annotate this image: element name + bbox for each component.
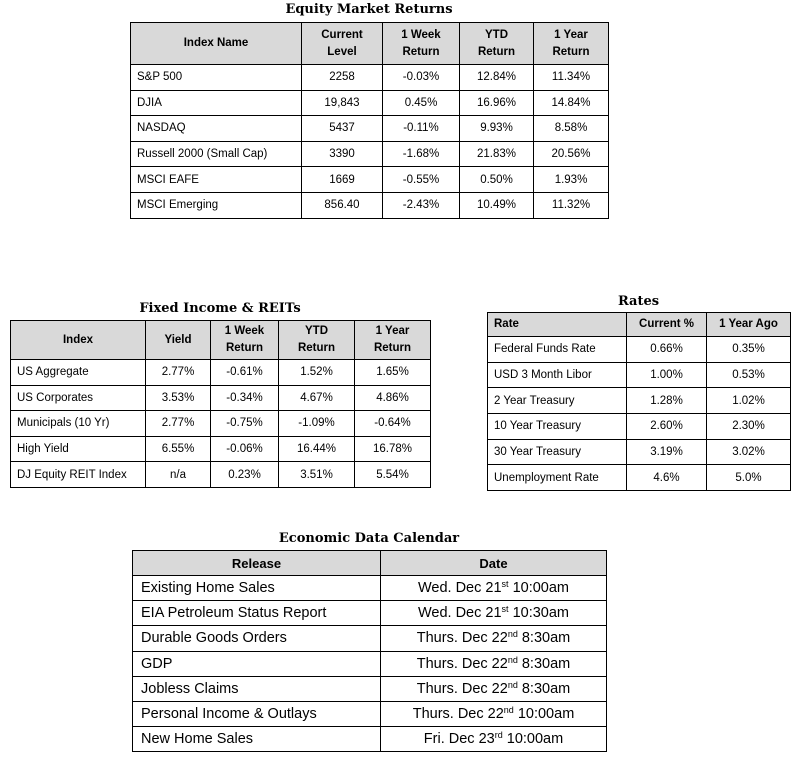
value-cell: 3.51% xyxy=(279,462,355,488)
value-cell: 16.96% xyxy=(460,90,534,116)
release-cell: Existing Home Sales xyxy=(133,576,381,601)
calendar-col-header: Release xyxy=(133,551,381,576)
equity-row xyxy=(131,65,609,91)
value-cell: -2.43% xyxy=(383,192,460,218)
fixed-income-table xyxy=(10,320,431,488)
calendar-row xyxy=(133,651,607,676)
value-cell: -0.06% xyxy=(211,436,279,462)
rates-row xyxy=(488,439,791,465)
rates-row xyxy=(488,465,791,491)
release-cell: GDP xyxy=(133,651,381,676)
equity-col-header: Current Level xyxy=(302,23,383,65)
fixed-income-col-header: Index xyxy=(11,321,146,360)
value-cell: 14.84% xyxy=(534,90,609,116)
value-cell: -0.11% xyxy=(383,116,460,142)
calendar-row xyxy=(133,701,607,726)
rate-name-cell: 2 Year Treasury xyxy=(488,388,627,414)
value-cell: 1.65% xyxy=(355,360,431,386)
release-cell: Personal Income & Outlays xyxy=(133,701,381,726)
release-cell: Durable Goods Orders xyxy=(133,626,381,651)
value-cell: 3.19% xyxy=(627,439,707,465)
rates-row xyxy=(488,362,791,388)
index-name-cell: DJIA xyxy=(131,90,302,116)
rates-col-header: 1 Year Ago xyxy=(707,313,791,337)
rates-table xyxy=(487,312,791,491)
value-cell: 20.56% xyxy=(534,141,609,167)
calendar-row xyxy=(133,601,607,626)
rates-row xyxy=(488,414,791,440)
date-cell: Thurs. Dec 22nd 8:30am xyxy=(381,676,607,701)
value-cell: 3.53% xyxy=(146,385,211,411)
equity-table xyxy=(130,22,609,219)
index-name-cell: MSCI Emerging xyxy=(131,192,302,218)
calendar-table xyxy=(132,550,607,752)
value-cell: 0.23% xyxy=(211,462,279,488)
value-cell: 6.55% xyxy=(146,436,211,462)
calendar-title: Economic Data Calendar xyxy=(278,531,460,546)
index-name-cell: MSCI EAFE xyxy=(131,167,302,193)
value-cell: 1.93% xyxy=(534,167,609,193)
equity-col-header: Index Name xyxy=(131,23,302,65)
value-cell: 2.77% xyxy=(146,360,211,386)
rate-name-cell: 30 Year Treasury xyxy=(488,439,627,465)
rates-col-header: Rate xyxy=(488,313,627,337)
fixed-income-col-header: YTD Return xyxy=(279,321,355,360)
value-cell: 11.34% xyxy=(534,65,609,91)
index-name-cell: NASDAQ xyxy=(131,116,302,142)
index-name-cell: DJ Equity REIT Index xyxy=(11,462,146,488)
calendar-row xyxy=(133,676,607,701)
fixed-income-row xyxy=(11,462,431,488)
value-cell: -0.75% xyxy=(211,411,279,437)
index-name-cell: Municipals (10 Yr) xyxy=(11,411,146,437)
index-name-cell: Russell 2000 (Small Cap) xyxy=(131,141,302,167)
calendar-row xyxy=(133,626,607,651)
equity-row xyxy=(131,116,609,142)
rates-col-header: Current % xyxy=(627,313,707,337)
value-cell: 4.6% xyxy=(627,465,707,491)
calendar-row xyxy=(133,727,607,752)
value-cell: 2.77% xyxy=(146,411,211,437)
fixed-income-title: Fixed Income & REITs xyxy=(139,301,301,316)
rates-row xyxy=(488,388,791,414)
value-cell: -0.64% xyxy=(355,411,431,437)
value-cell: 0.45% xyxy=(383,90,460,116)
value-cell: 21.83% xyxy=(460,141,534,167)
value-cell: -0.55% xyxy=(383,167,460,193)
value-cell: 5.0% xyxy=(707,465,791,491)
value-cell: 0.53% xyxy=(707,362,791,388)
date-cell: Thurs. Dec 22nd 8:30am xyxy=(381,626,607,651)
value-cell: -0.34% xyxy=(211,385,279,411)
calendar-row xyxy=(133,576,607,601)
fixed-income-row xyxy=(11,385,431,411)
fixed-income-row xyxy=(11,436,431,462)
value-cell: 0.66% xyxy=(627,337,707,363)
value-cell: 3390 xyxy=(302,141,383,167)
release-cell: Jobless Claims xyxy=(133,676,381,701)
date-cell: Thurs. Dec 22nd 10:00am xyxy=(381,701,607,726)
value-cell: 1.02% xyxy=(707,388,791,414)
release-cell: EIA Petroleum Status Report xyxy=(133,601,381,626)
value-cell: 4.67% xyxy=(279,385,355,411)
value-cell: 19,843 xyxy=(302,90,383,116)
value-cell: 8.58% xyxy=(534,116,609,142)
value-cell: 5437 xyxy=(302,116,383,142)
rates-row xyxy=(488,337,791,363)
value-cell: 9.93% xyxy=(460,116,534,142)
release-cell: New Home Sales xyxy=(133,727,381,752)
value-cell: n/a xyxy=(146,462,211,488)
equity-row xyxy=(131,141,609,167)
value-cell: 1.28% xyxy=(627,388,707,414)
rate-name-cell: USD 3 Month Libor xyxy=(488,362,627,388)
value-cell: 2.30% xyxy=(707,414,791,440)
value-cell: -0.61% xyxy=(211,360,279,386)
value-cell: 1669 xyxy=(302,167,383,193)
equity-col-header: 1 Year Return xyxy=(534,23,609,65)
value-cell: 2258 xyxy=(302,65,383,91)
value-cell: 856.40 xyxy=(302,192,383,218)
rate-name-cell: Unemployment Rate xyxy=(488,465,627,491)
value-cell: 16.78% xyxy=(355,436,431,462)
value-cell: 5.54% xyxy=(355,462,431,488)
value-cell: -1.68% xyxy=(383,141,460,167)
value-cell: 1.52% xyxy=(279,360,355,386)
value-cell: 10.49% xyxy=(460,192,534,218)
index-name-cell: US Aggregate xyxy=(11,360,146,386)
fixed-income-col-header: Yield xyxy=(146,321,211,360)
value-cell: 0.50% xyxy=(460,167,534,193)
value-cell: 3.02% xyxy=(707,439,791,465)
value-cell: 12.84% xyxy=(460,65,534,91)
value-cell: 2.60% xyxy=(627,414,707,440)
date-cell: Thurs. Dec 22nd 8:30am xyxy=(381,651,607,676)
equity-row xyxy=(131,167,609,193)
calendar-col-header: Date xyxy=(381,551,607,576)
date-cell: Fri. Dec 23rd 10:00am xyxy=(381,727,607,752)
fixed-income-row xyxy=(11,360,431,386)
index-name-cell: S&P 500 xyxy=(131,65,302,91)
equity-row xyxy=(131,192,609,218)
index-name-cell: US Corporates xyxy=(11,385,146,411)
date-cell: Wed. Dec 21st 10:00am xyxy=(381,576,607,601)
fixed-income-col-header: 1 Year Return xyxy=(355,321,431,360)
equity-title: Equity Market Returns xyxy=(285,2,453,17)
date-cell: Wed. Dec 21st 10:30am xyxy=(381,601,607,626)
value-cell: -1.09% xyxy=(279,411,355,437)
rate-name-cell: 10 Year Treasury xyxy=(488,414,627,440)
value-cell: 1.00% xyxy=(627,362,707,388)
rates-title: Rates xyxy=(617,294,660,309)
equity-col-header: 1 Week Return xyxy=(383,23,460,65)
equity-row xyxy=(131,90,609,116)
index-name-cell: High Yield xyxy=(11,436,146,462)
value-cell: 16.44% xyxy=(279,436,355,462)
value-cell: 4.86% xyxy=(355,385,431,411)
value-cell: -0.03% xyxy=(383,65,460,91)
fixed-income-row xyxy=(11,411,431,437)
equity-col-header: YTD Return xyxy=(460,23,534,65)
value-cell: 11.32% xyxy=(534,192,609,218)
fixed-income-col-header: 1 Week Return xyxy=(211,321,279,360)
rate-name-cell: Federal Funds Rate xyxy=(488,337,627,363)
value-cell: 0.35% xyxy=(707,337,791,363)
